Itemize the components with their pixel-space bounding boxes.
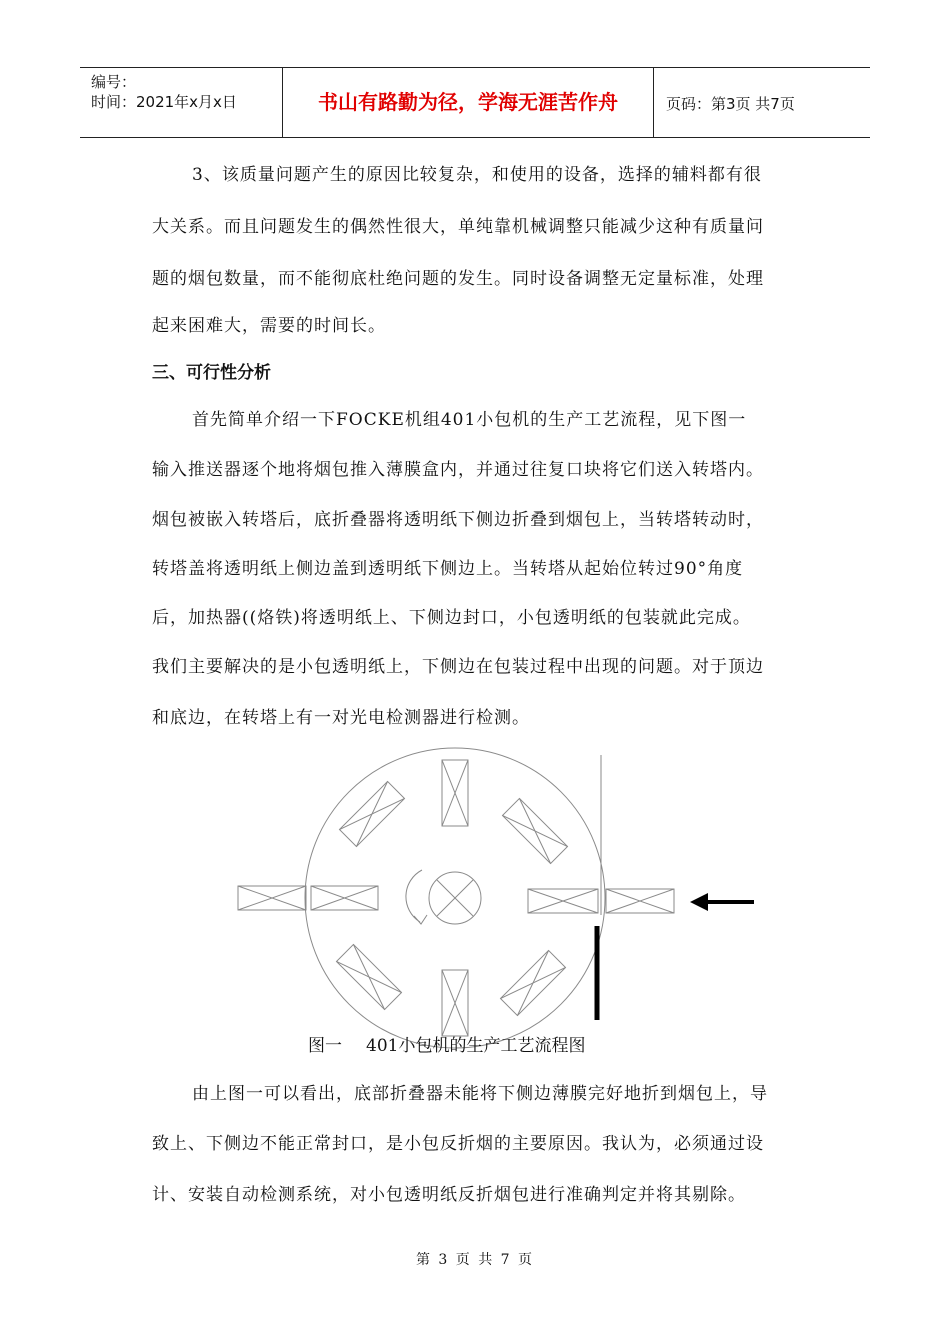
paragraph-line: 和底边，在转塔上有一对光电检测器进行检测。 [152,708,530,728]
time-label: 时间：2021年x月x日 [91,93,237,111]
pocket-lower-right [500,950,565,1015]
outfeed-pack [238,886,306,910]
pocket-right [528,889,598,913]
header-motto: 书山有路勤为径，学海无涯苦作舟 [318,90,618,114]
paragraph-line: 由上图一可以看出，底部折叠器未能将下侧边薄膜完好地折到烟包上，导 [192,1084,768,1104]
figure-number: 图一 [308,1036,342,1056]
pocket-top [442,760,468,826]
pocket-bottom [442,970,468,1036]
pocket-upper-right [502,798,567,863]
figure-caption [308,1031,585,1056]
rotation-arrow-icon [406,870,422,922]
paragraph-line: 我们主要解决的是小包透明纸上，下侧边在包装过程中出现的问题。对于顶边 [152,657,764,677]
section-heading: 三、可行性分析 [152,363,271,383]
paragraph-line: 烟包被嵌入转塔后，底折叠器将透明纸下侧边折叠到烟包上，当转塔转动时， [152,510,764,530]
paragraph-line: 题的烟包数量，而不能彻底杜绝问题的发生。同时设备调整无定量标准，处理 [152,269,764,289]
pocket-left [311,886,378,910]
paragraph-line: 首先简单介绍一下FOCKE机组401小包机的生产工艺流程，见下图一 [192,410,747,430]
feed-arrowhead-icon [690,893,708,911]
header-page-info: 页码：第3页 共7页 [666,95,795,113]
paragraph-line: 转塔盖将透明纸上侧边盖到透明纸下侧边上。当转塔从起始位转过90°角度 [152,559,744,579]
paragraph-line: 输入推送器逐个地将烟包推入薄膜盒内，并通过往复口块将它们送入转塔内。 [152,460,764,480]
page-footer: 第 3 页 共 7 页 [415,1252,535,1268]
paragraph-line: 大关系。而且问题发生的偶然性很大，单纯靠机械调整只能减少这种有质量问 [152,217,764,237]
figure-title: 401小包机的生产工艺流程图 [366,1036,586,1056]
paragraph-line: 起来困难大，需要的时间长。 [152,316,386,336]
paragraph-line: 3、该质量问题产生的原因比较复杂，和使用的设备，选择的辅料都有很 [192,165,762,185]
serial-label: 编号： [91,73,137,91]
paragraph-line: 致上、下侧边不能正常封口，是小包反折烟的主要原因。我认为，必须通过设 [152,1134,764,1154]
paragraph-line: 后，加热器((烙铁)将透明纸上、下侧边封口，小包透明纸的包装就此完成。 [152,608,751,628]
pocket-lower-left [336,944,401,1009]
paragraph-line: 计、安装自动检测系统，对小包透明纸反折烟包进行准确判定并将其剔除。 [152,1185,746,1205]
infeed-pack [606,889,674,913]
